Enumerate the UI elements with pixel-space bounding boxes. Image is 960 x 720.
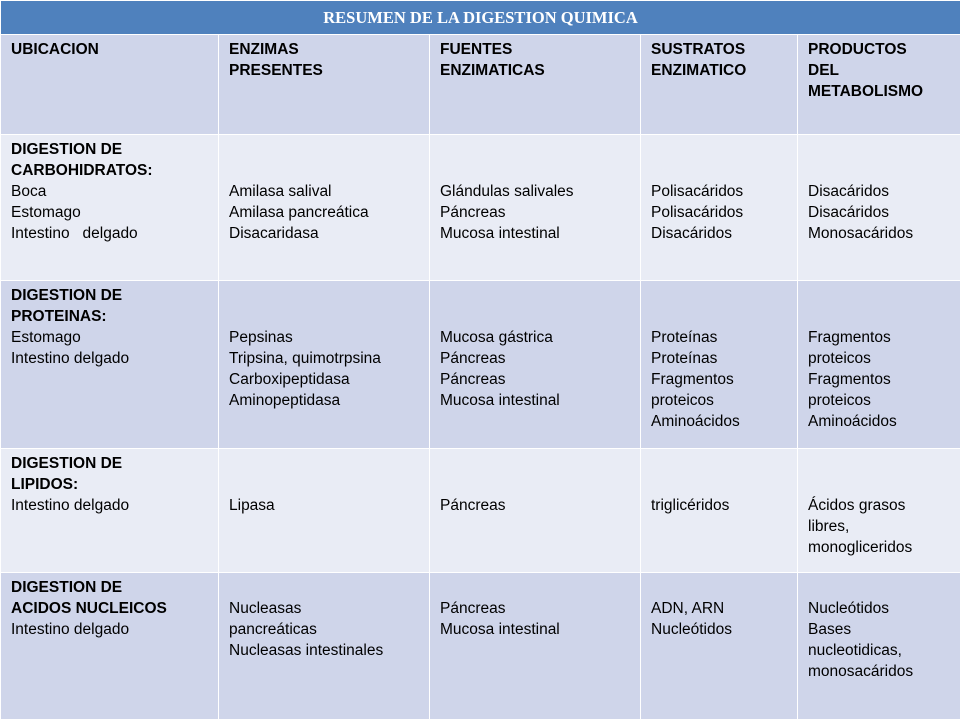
cell-spacer — [651, 160, 787, 181]
location-line: Intestino delgado — [11, 497, 130, 514]
cell-spacer — [229, 453, 419, 474]
cell-spacer — [808, 474, 950, 495]
header-row — [1, 35, 960, 135]
cell-spacer — [651, 285, 787, 306]
location-heading-line: DIGESTION DE — [11, 287, 123, 304]
source-line: Páncreas — [440, 204, 506, 221]
location-heading-line: CARBOHIDRATOS: — [11, 162, 153, 179]
table-row-lipidos — [1, 449, 960, 573]
product-line: Disacáridos — [808, 204, 889, 221]
header-line: PRESENTES — [229, 62, 323, 79]
cell-spacer — [229, 577, 419, 598]
cell-spacer — [229, 139, 419, 160]
header-line: METABOLISMO — [808, 83, 924, 100]
source-line: Páncreas — [440, 600, 506, 617]
enzyme-line: pancreáticas — [229, 621, 317, 638]
enzyme-line: Tripsina, quimotrpsina — [229, 350, 381, 367]
products-cell — [798, 281, 960, 449]
location-line: Intestino delgado — [11, 225, 138, 242]
header-ubicacion — [1, 35, 219, 135]
location-cell — [1, 135, 219, 281]
cell-spacer — [808, 139, 950, 160]
product-line: Fragmentos — [808, 329, 891, 346]
cell-spacer — [808, 285, 950, 306]
cell-spacer — [440, 160, 630, 181]
cell-spacer — [440, 306, 630, 327]
product-line: libres, — [808, 518, 850, 535]
location-heading-line: ACIDOS NUCLEICOS — [11, 600, 167, 617]
location-heading-line: DIGESTION DE — [11, 579, 123, 596]
title-row — [1, 1, 960, 35]
cell-spacer — [808, 306, 950, 327]
products-cell — [798, 135, 960, 281]
substrate-line: ADN, ARN — [651, 600, 725, 617]
header-line: SUSTRATOS — [651, 41, 746, 58]
cell-spacer — [808, 453, 950, 474]
enzyme-line: Disacaridasa — [229, 225, 319, 242]
substrate-line: Aminoácidos — [651, 413, 740, 430]
product-line: Ácidos grasos — [808, 497, 906, 514]
substrate-line: proteicos — [651, 392, 714, 409]
product-line: Aminoácidos — [808, 413, 897, 430]
cell-spacer — [651, 577, 787, 598]
product-line: Disacáridos — [808, 183, 889, 200]
header-line: PRODUCTOS — [808, 41, 907, 58]
header-line: UBICACION — [11, 41, 99, 58]
location-line: Estomago — [11, 329, 81, 346]
substrate-line: Fragmentos — [651, 371, 734, 388]
cell-spacer — [229, 306, 419, 327]
products-cell — [798, 573, 960, 720]
substrates-cell — [641, 573, 798, 720]
source-line: Mucosa intestinal — [440, 225, 560, 242]
substrate-line: triglicéridos — [651, 497, 730, 514]
product-line: proteicos — [808, 392, 871, 409]
location-heading-line: DIGESTION DE — [11, 455, 123, 472]
enzymes-cell — [219, 135, 430, 281]
product-line: Monosacáridos — [808, 225, 914, 242]
cell-spacer — [440, 285, 630, 306]
substrate-line: Proteínas — [651, 350, 718, 367]
product-line: Fragmentos — [808, 371, 891, 388]
enzyme-line: Nucleasas — [229, 600, 302, 617]
source-line: Páncreas — [440, 497, 506, 514]
header-line: FUENTES — [440, 41, 513, 58]
cell-spacer — [440, 474, 630, 495]
sources-cell — [430, 135, 641, 281]
substrates-cell — [641, 281, 798, 449]
substrate-line: Polisacáridos — [651, 183, 744, 200]
location-line: Estomago — [11, 204, 81, 221]
cell-spacer — [229, 160, 419, 181]
enzymes-cell — [219, 281, 430, 449]
header-fuentes — [430, 35, 641, 135]
cell-spacer — [440, 453, 630, 474]
source-line: Mucosa intestinal — [440, 621, 560, 638]
source-line: Mucosa gástrica — [440, 329, 553, 346]
cell-spacer — [651, 453, 787, 474]
cell-spacer — [808, 160, 950, 181]
source-line: Mucosa intestinal — [440, 392, 560, 409]
sources-cell — [430, 281, 641, 449]
enzyme-line: Amilasa salival — [229, 183, 332, 200]
header-sustratos — [641, 35, 798, 135]
substrate-line: Polisacáridos — [651, 204, 744, 221]
cell-spacer — [229, 474, 419, 495]
header-line: ENZIMAS — [229, 41, 299, 58]
cell-spacer — [651, 474, 787, 495]
enzyme-line: Aminopeptidasa — [229, 392, 341, 409]
location-heading-line: LIPIDOS: — [11, 476, 79, 493]
enzyme-line: Nucleasas intestinales — [229, 642, 384, 659]
substrates-cell — [641, 449, 798, 573]
source-line: Páncreas — [440, 371, 506, 388]
header-line: ENZIMATICAS — [440, 62, 545, 79]
sources-cell — [430, 573, 641, 720]
location-line: Intestino delgado — [11, 350, 130, 367]
table-title: RESUMEN DE LA DIGESTION QUIMICA — [1, 1, 960, 35]
location-cell — [1, 573, 219, 720]
location-line: Intestino delgado — [11, 621, 130, 638]
location-cell — [1, 449, 219, 573]
location-cell — [1, 281, 219, 449]
header-productos — [798, 35, 960, 135]
table-row-proteinas — [1, 281, 960, 449]
cell-spacer — [440, 139, 630, 160]
sources-cell — [430, 449, 641, 573]
products-cell — [798, 449, 960, 573]
location-heading-line: PROTEINAS: — [11, 308, 107, 325]
substrate-line: Nucleótidos — [651, 621, 732, 638]
enzyme-line: Lipasa — [229, 497, 275, 514]
cell-spacer — [808, 577, 950, 598]
table-row-carbohidratos — [1, 135, 960, 281]
product-line: nucleotidicas, — [808, 642, 902, 659]
table-row-acidos-nucleicos — [1, 573, 960, 720]
substrate-line: Proteínas — [651, 329, 718, 346]
location-heading-line: DIGESTION DE — [11, 141, 123, 158]
product-line: Bases — [808, 621, 852, 638]
cell-spacer — [440, 577, 630, 598]
source-line: Páncreas — [440, 350, 506, 367]
header-line: DEL — [808, 62, 839, 79]
substrate-line: Disacáridos — [651, 225, 732, 242]
cell-spacer — [651, 139, 787, 160]
cell-spacer — [651, 306, 787, 327]
product-line: monosacáridos — [808, 663, 914, 680]
enzyme-line: Amilasa pancreática — [229, 204, 369, 221]
source-line: Glándulas salivales — [440, 183, 574, 200]
substrates-cell — [641, 135, 798, 281]
product-line: Nucleótidos — [808, 600, 889, 617]
enzyme-line: Pepsinas — [229, 329, 293, 346]
header-enzimas — [219, 35, 430, 135]
enzymes-cell — [219, 573, 430, 720]
enzyme-line: Carboxipeptidasa — [229, 371, 350, 388]
product-line: proteicos — [808, 350, 871, 367]
header-line: ENZIMATICO — [651, 62, 747, 79]
location-line: Boca — [11, 183, 47, 200]
enzymes-cell — [219, 449, 430, 573]
cell-spacer — [229, 285, 419, 306]
product-line: monogliceridos — [808, 539, 913, 556]
